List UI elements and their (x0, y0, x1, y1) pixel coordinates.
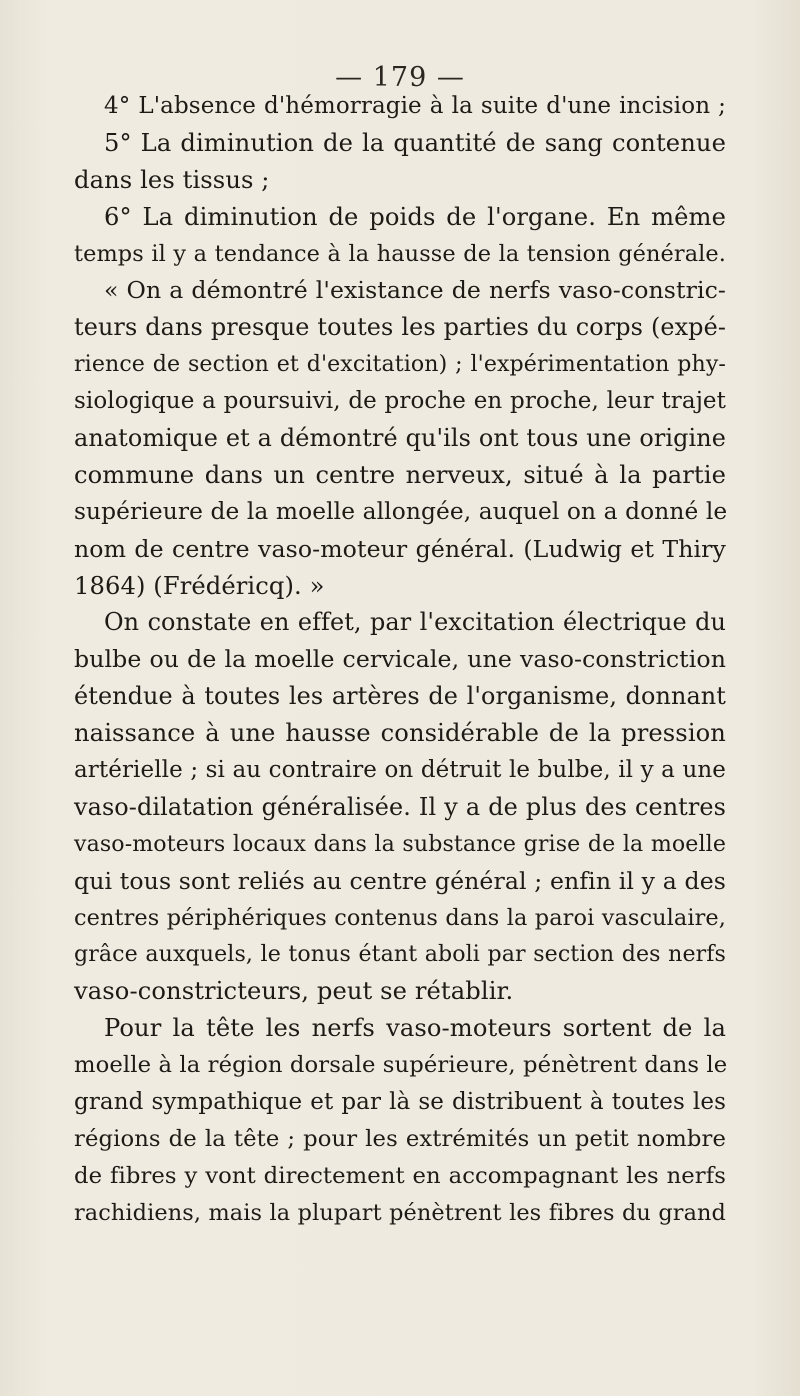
page-number: — 179 — (335, 62, 465, 93)
text-line: vaso-dilatation généralisée. Il y a de plus des centres (74, 792, 726, 821)
text-line: naissance à une hausse considérable de la pression (74, 719, 726, 748)
text-line: 1864) (Frédéricq). » (74, 571, 325, 600)
text-line: « On a démontré l'existance de nerfs vaso-constric- (104, 276, 726, 305)
text-line: teurs dans presque toutes les parties du corps (expé- (74, 313, 726, 342)
text-line: vaso-constricteurs, peut se rétablir. (74, 977, 514, 1006)
text-line: 5° La diminution de la quantité de sang contenue (104, 128, 726, 157)
text-line: 4° L'absence d'hémorragie à la suite d'une incision ; (104, 93, 726, 119)
text-line: nom de centre vaso-moteur général. (Ludwig et Thiry (74, 534, 726, 563)
text-line: On constate en effet, par l'excitation électrique du (104, 608, 726, 637)
text-line: régions de la tête ; pour les extrémités un petit nombre (74, 1125, 726, 1152)
text-line: temps il y a tendance à la hausse de la tension générale. (74, 240, 726, 267)
text-line: siologique a poursuivi, de proche en proche, leur trajet (74, 388, 726, 415)
text-line: dans les tissus ; (74, 165, 270, 194)
text-line: grâce auxquels, le tonus étant aboli par section des nerfs (74, 941, 726, 968)
text-line: bulbe ou de la moelle cervicale, une vaso-constriction (74, 645, 726, 674)
text-line: Pour la tête les nerfs vaso-moteurs sortent de la (104, 1014, 726, 1043)
text-line: rience de section et d'excitation) ; l'expérimentation phy- (74, 351, 726, 378)
text-line: étendue à toutes les artères de l'organisme, donnant (74, 682, 726, 711)
text-line: centres périphériques contenus dans la paroi vasculaire, (74, 904, 726, 931)
text-line: 6° La diminution de poids de l'organe. En même (104, 202, 726, 231)
text-line: moelle à la région dorsale supérieure, pénètrent dans le (74, 1052, 728, 1079)
text-line: commune dans un centre nerveux, situé à la partie (74, 460, 726, 489)
text-line: supérieure de la moelle allongée, auquel on a donné le (74, 497, 728, 525)
text-line: vaso-moteurs locaux dans la substance grise de la moelle (74, 830, 726, 857)
text-line: grand sympathique et par là se distribuent à toutes les (74, 1089, 726, 1116)
text-line: anatomique et a démontré qu'ils ont tous une origine (74, 424, 726, 453)
text-line: qui tous sont reliés au centre général ; enfin il y a des (74, 866, 726, 895)
text-line: de fibres y vont directement en accompagnant les nerfs (74, 1162, 726, 1189)
body-text (74, 88, 726, 1232)
text-line: artérielle ; si au contraire on détruit le bulbe, il y a une (74, 757, 726, 784)
text-line: rachidiens, mais la plupart pénètrent les fibres du grand (74, 1199, 726, 1226)
